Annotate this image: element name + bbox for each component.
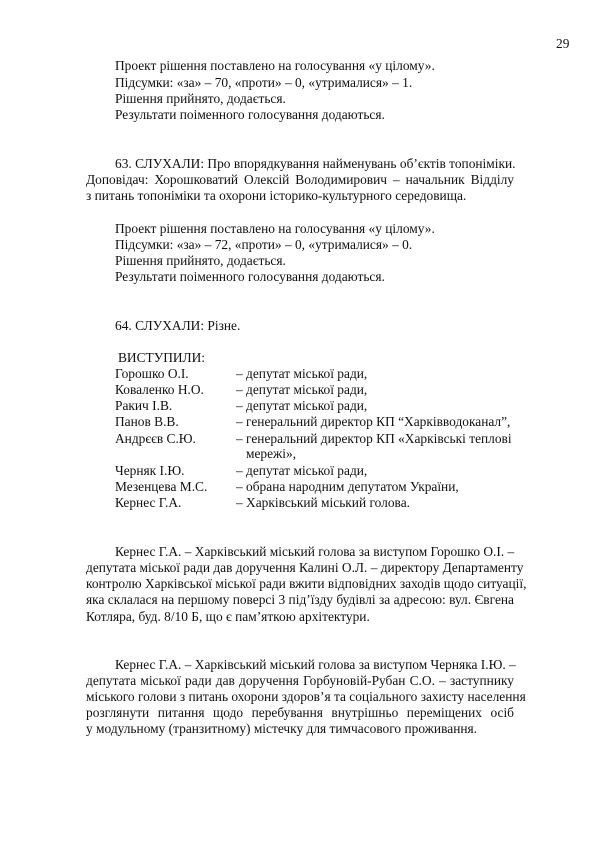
agenda-item-64-heading: 64. СЛУХАЛИ: Різне. [115, 318, 241, 333]
speaker-role: – депутат міської ради, [236, 463, 368, 478]
page-number: 29 [556, 36, 570, 51]
speaker-name: Ракич І.В. [115, 398, 173, 413]
paragraph-line: депутата міської ради дав доручення Горбуновій-Рубан С.О. – заступнику [86, 673, 514, 688]
roll-call-note: Результати поіменного голосування додаються. [115, 269, 385, 284]
speaker-role: – обрана народним депутатом України, [236, 479, 459, 494]
voting-results: Підсумки: «за» – 70, «проти» – 0, «утрималися» – 1. [115, 75, 413, 90]
paragraph-line: розглянути питання щодо перебування внутрішньо переміщених осіб [86, 705, 514, 720]
voting-line: Проект рішення поставлено на голосування «у цілому». [115, 221, 435, 236]
speaker-name: Мезенцева М.С. [115, 479, 208, 494]
paragraph-line: контролю Харківської міської ради вжити відповідних заходів щодо ситуації, [86, 576, 527, 591]
speaker-role: – депутат міської ради, [236, 382, 368, 397]
item-heading: 63. СЛУХАЛИ: Про впорядкування найменувань об’єктів топоніміки. [115, 156, 516, 171]
speaker-role: – депутат міської ради, [236, 366, 368, 381]
reporter-line: Доповідач: Хорошковатий Олексій Володимирович – начальник Відділу [86, 172, 514, 187]
paragraph-line: Котляра, буд. 8/10 Б, що є пам’яткою архітектури. [86, 609, 370, 624]
speaker-name: Кернес Г.А. [115, 495, 182, 510]
speaker-role: – Харківський міський голова. [236, 495, 410, 510]
voting-line: Проект рішення поставлено на голосування «у цілому». [115, 58, 435, 73]
paragraph-line: міського голови з питань охорони здоров’я та соціального захисту населення [86, 689, 526, 704]
speaker-role-continuation: мережі», [246, 446, 297, 461]
roll-call-note: Результати поіменного голосування додаються. [115, 107, 385, 122]
speaker-name: Горошко О.І. [115, 366, 189, 381]
speaker-name: Черняк І.Ю. [115, 463, 185, 478]
voting-results: Підсумки: «за» – 72, «проти» – 0, «утрималися» – 0. [115, 237, 413, 252]
reporter-line: з питань топоніміки та охорони історико-культурного середовища. [86, 188, 467, 203]
paragraph-line: Кернес Г.А. – Харківський міський голова за виступом Черняка І.Ю. – [115, 657, 516, 672]
speaker-role: – депутат міської ради, [236, 398, 368, 413]
paragraph-line: яка склалася на першому поверсі 3 під’їзду будівлі за адресою: вул. Євгена [86, 592, 514, 607]
speaker-role: – генеральний директор КП «Харківські теплові [236, 431, 512, 446]
paragraph-line: депутата міської ради дав доручення Калині О.Л. – директору Департаменту [86, 560, 524, 575]
decision-status: Рішення прийнято, додається. [115, 253, 286, 268]
paragraph-line: у модульному (транзитному) містечку для тимчасового проживання. [86, 721, 478, 736]
speakers-title: ВИСТУПИЛИ: [118, 350, 206, 365]
decision-status: Рішення прийнято, додається. [115, 91, 286, 106]
speaker-name: Андрєєв С.Ю. [115, 431, 196, 446]
speaker-name: Панов В.В. [115, 414, 179, 429]
paragraph-line: Кернес Г.А. – Харківський міський голова за виступом Горошко О.І. – [115, 544, 515, 559]
speaker-role: – генеральний директор КП “Харківводоканал”, [236, 414, 511, 429]
speaker-name: Коваленко Н.О. [115, 382, 204, 397]
